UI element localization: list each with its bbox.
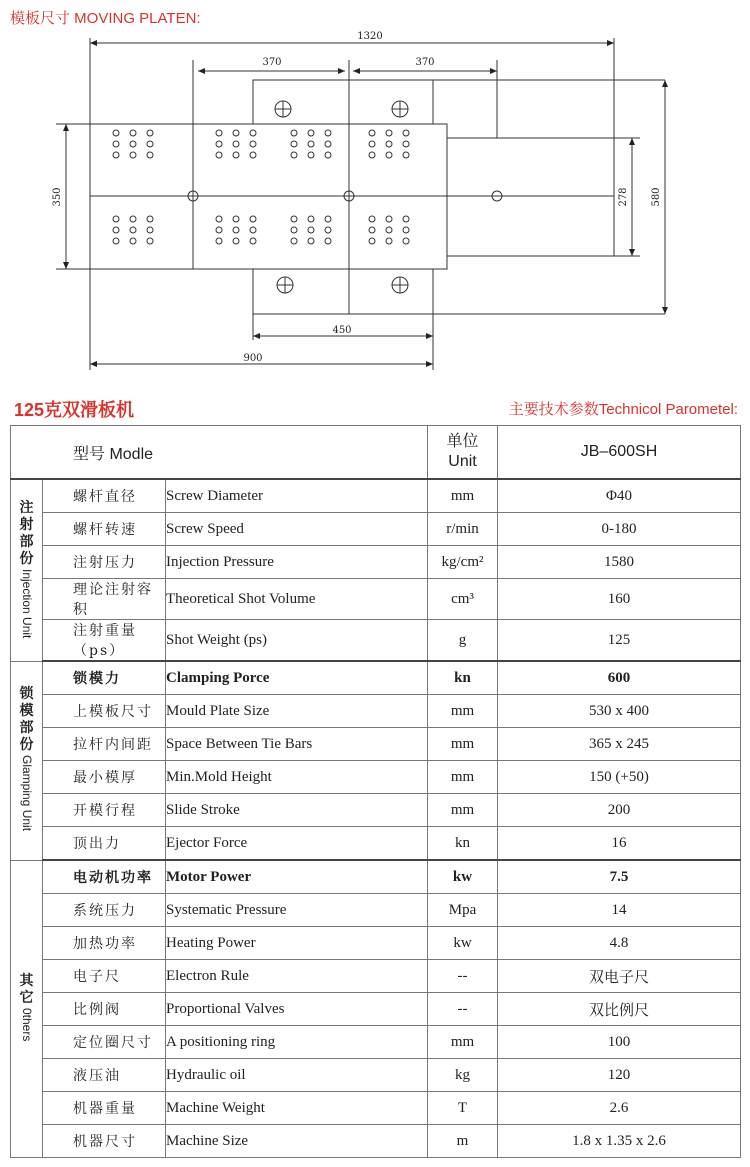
mounting-hole <box>403 141 409 147</box>
mounting-hole <box>130 216 136 222</box>
table-row <box>11 479 741 513</box>
mounting-hole <box>113 152 119 158</box>
mounting-hole <box>216 227 222 233</box>
dim-bottom-width: 900 <box>243 353 263 364</box>
table-row <box>11 728 741 761</box>
param-name-cn: 电子尺 <box>43 960 166 993</box>
dim-overall-width: 1320 <box>357 31 383 42</box>
param-unit: m <box>428 1125 498 1158</box>
mounting-hole <box>308 152 314 158</box>
param-name-cn: 螺杆直径 <box>43 479 166 513</box>
param-value: 100 <box>498 1026 741 1059</box>
mounting-hole <box>325 227 331 233</box>
mounting-hole <box>291 238 297 244</box>
mounting-hole <box>386 152 392 158</box>
mounting-hole <box>308 141 314 147</box>
group-label <box>11 860 43 1158</box>
param-value: 365 x 245 <box>498 728 741 761</box>
dim-upper-left: 370 <box>262 57 282 68</box>
table-row <box>11 1059 741 1092</box>
group-label-cn: 份 <box>19 736 34 753</box>
table-row <box>11 761 741 794</box>
param-name-en: Ejector Force <box>166 827 428 861</box>
mounting-hole <box>233 227 239 233</box>
mounting-hole <box>325 152 331 158</box>
param-name-en: Screw Speed <box>166 513 428 546</box>
mounting-hole <box>325 130 331 136</box>
mounting-hole <box>308 238 314 244</box>
mounting-hole <box>147 141 153 147</box>
param-value: 7.5 <box>498 860 741 894</box>
mounting-hole <box>250 216 256 222</box>
param-value: 150 (+50) <box>498 761 741 794</box>
param-unit: mm <box>428 761 498 794</box>
mounting-hole <box>369 130 375 136</box>
param-name-cn: 电动机功率 <box>43 860 166 894</box>
param-value: 双电子尺 <box>498 960 741 993</box>
mounting-hole <box>386 216 392 222</box>
param-name-en: Mould Plate Size <box>166 695 428 728</box>
param-unit: mm <box>428 728 498 761</box>
param-name-en: Slide Stroke <box>166 794 428 827</box>
param-value: 200 <box>498 794 741 827</box>
param-unit: mm <box>428 695 498 728</box>
mounting-hole <box>113 227 119 233</box>
param-unit: Mpa <box>428 894 498 927</box>
mounting-hole <box>147 238 153 244</box>
param-value: 160 <box>498 579 741 620</box>
param-name-en: Proportional Valves <box>166 993 428 1026</box>
mounting-hole <box>369 216 375 222</box>
mounting-hole <box>130 141 136 147</box>
mounting-hole <box>130 152 136 158</box>
mounting-hole <box>233 152 239 158</box>
mounting-hole <box>308 227 314 233</box>
table-row <box>11 827 741 861</box>
param-unit: -- <box>428 993 498 1026</box>
param-name-cn: 加热功率 <box>43 927 166 960</box>
param-name-en: Machine Size <box>166 1125 428 1158</box>
mounting-hole <box>147 152 153 158</box>
mounting-hole <box>233 130 239 136</box>
mounting-hole <box>250 238 256 244</box>
table-row <box>11 960 741 993</box>
group-label <box>11 661 43 860</box>
table-row <box>11 579 741 620</box>
mounting-hole <box>291 216 297 222</box>
mounting-hole <box>130 227 136 233</box>
mounting-hole <box>113 238 119 244</box>
param-name-cn: 注射重量（ps） <box>43 620 166 662</box>
mounting-hole <box>403 216 409 222</box>
mounting-hole <box>147 227 153 233</box>
machine-title: 125克双滑板机 <box>14 400 135 420</box>
param-unit: mm <box>428 1026 498 1059</box>
mounting-hole <box>291 152 297 158</box>
param-name-en: Hydraulic oil <box>166 1059 428 1092</box>
table-row <box>11 1092 741 1125</box>
mounting-hole <box>250 227 256 233</box>
param-name-cn: 顶出力 <box>43 827 166 861</box>
dim-lower-width: 450 <box>332 325 352 336</box>
param-value: 0-180 <box>498 513 741 546</box>
crosshair-bolt-icon <box>275 101 291 117</box>
param-name-en: Shot Weight (ps) <box>166 620 428 662</box>
table-row <box>11 993 741 1026</box>
moving-platen-drawing <box>0 28 750 373</box>
param-name-cn: 螺杆转速 <box>43 513 166 546</box>
param-name-cn: 液压油 <box>43 1059 166 1092</box>
dim-total-height: 580 <box>651 187 662 207</box>
group-label-cn: 其 <box>19 972 34 989</box>
param-value: 125 <box>498 620 741 662</box>
mounting-hole <box>369 152 375 158</box>
specification-table <box>10 425 741 1158</box>
group-label-cn: 锁 <box>19 685 34 702</box>
mounting-hole <box>130 238 136 244</box>
mounting-hole-pattern <box>113 130 409 244</box>
mounting-hole <box>386 130 392 136</box>
mounting-hole <box>325 238 331 244</box>
mounting-hole <box>113 141 119 147</box>
group-label-en: 0thers <box>20 1008 34 1042</box>
table-row <box>11 794 741 827</box>
mounting-hole <box>291 227 297 233</box>
param-value: 4.8 <box>498 927 741 960</box>
model-label: 型号 Modle <box>11 426 428 480</box>
param-value: 双比例尺 <box>498 993 741 1026</box>
table-row <box>11 1125 741 1158</box>
unit-header-cn: 单位 <box>446 433 479 450</box>
mounting-hole <box>325 216 331 222</box>
mounting-hole <box>250 141 256 147</box>
mounting-hole <box>308 130 314 136</box>
param-value: 120 <box>498 1059 741 1092</box>
param-unit: cm³ <box>428 579 498 620</box>
param-name-cn: 比例阀 <box>43 993 166 1026</box>
param-name-en: Injection Pressure <box>166 546 428 579</box>
mounting-hole <box>216 141 222 147</box>
param-unit: -- <box>428 960 498 993</box>
dim-extension-height: 278 <box>618 187 629 207</box>
mounting-hole <box>113 216 119 222</box>
param-name-en: Electron Rule <box>166 960 428 993</box>
param-name-cn: 拉杆内间距 <box>43 728 166 761</box>
group-label-cn: 它 <box>19 989 34 1006</box>
mounting-hole <box>233 141 239 147</box>
mounting-hole <box>369 227 375 233</box>
mounting-hole <box>369 141 375 147</box>
group-label <box>11 479 43 661</box>
mounting-hole <box>403 238 409 244</box>
group-label-en: Injection Unit <box>20 568 34 638</box>
table-row <box>11 927 741 960</box>
mounting-hole <box>130 130 136 136</box>
param-unit: kw <box>428 927 498 960</box>
param-value: Φ40 <box>498 479 741 513</box>
param-name-en: Min.Mold Height <box>166 761 428 794</box>
param-value: 16 <box>498 827 741 861</box>
param-unit: kw <box>428 860 498 894</box>
group-label-cn: 注 <box>19 498 34 515</box>
param-unit: g <box>428 620 498 662</box>
param-name-cn: 理论注射容积 <box>43 579 166 620</box>
group-label-cn: 模 <box>19 702 34 719</box>
param-value: 1.8 x 1.35 x 2.6 <box>498 1125 741 1158</box>
group-label-en: Glamping Unit <box>20 755 34 832</box>
param-name-en: Screw Diameter <box>166 479 428 513</box>
mounting-hole <box>233 238 239 244</box>
param-value: 530 x 400 <box>498 695 741 728</box>
param-unit: kg <box>428 1059 498 1092</box>
param-name-cn: 锁模力 <box>43 661 166 695</box>
crosshair-bolt-icon <box>392 277 408 293</box>
mounting-hole <box>291 130 297 136</box>
table-row <box>11 695 741 728</box>
table-row <box>11 860 741 894</box>
param-unit: T <box>428 1092 498 1125</box>
param-value: 600 <box>498 661 741 695</box>
mounting-hole <box>250 152 256 158</box>
table-row <box>11 894 741 927</box>
crosshair-bolt-icon <box>392 101 408 117</box>
mounting-hole <box>216 152 222 158</box>
param-unit: kn <box>428 661 498 695</box>
param-value: 2.6 <box>498 1092 741 1125</box>
param-name-en: Clamping Porce <box>166 661 428 695</box>
param-name-cn: 开模行程 <box>43 794 166 827</box>
param-unit: mm <box>428 479 498 513</box>
dim-upper-right: 370 <box>415 57 435 68</box>
group-label-cn: 射 <box>19 515 34 532</box>
table-row <box>11 546 741 579</box>
param-unit: mm <box>428 794 498 827</box>
mounting-hole <box>147 130 153 136</box>
mounting-hole <box>403 227 409 233</box>
table-row <box>11 513 741 546</box>
mounting-hole <box>369 238 375 244</box>
mounting-hole <box>308 216 314 222</box>
param-unit: kn <box>428 827 498 861</box>
right-extension-plate <box>447 138 614 256</box>
mounting-hole <box>250 130 256 136</box>
table-row <box>11 1026 741 1059</box>
table-row <box>11 620 741 662</box>
param-name-en: Theoretical Shot Volume <box>166 579 428 620</box>
unit-header-en: Unit <box>448 453 477 470</box>
crosshair-bolt-icon <box>277 277 293 293</box>
mounting-hole <box>386 141 392 147</box>
group-label-cn: 部 <box>19 532 34 549</box>
param-name-en: Space Between Tie Bars <box>166 728 428 761</box>
param-name-cn: 最小模厚 <box>43 761 166 794</box>
mounting-hole <box>147 216 153 222</box>
param-name-en: Machine Weight <box>166 1092 428 1125</box>
mounting-hole <box>403 130 409 136</box>
param-name-en: Motor Power <box>166 860 428 894</box>
mounting-hole <box>216 130 222 136</box>
table-header-row <box>11 426 741 480</box>
platen-section-title: 模板尺寸 MOVING PLATEN: <box>10 10 201 27</box>
param-name-cn: 机器尺寸 <box>43 1125 166 1158</box>
mounting-hole <box>386 238 392 244</box>
param-name-cn: 机器重量 <box>43 1092 166 1125</box>
model-value: JB–600SH <box>498 426 741 480</box>
mounting-hole <box>216 216 222 222</box>
mounting-hole <box>325 141 331 147</box>
param-name-en: Systematic Pressure <box>166 894 428 927</box>
mounting-hole <box>233 216 239 222</box>
param-value: 1580 <box>498 546 741 579</box>
table-row <box>11 661 741 695</box>
mounting-hole <box>216 238 222 244</box>
mounting-hole <box>386 227 392 233</box>
param-name-cn: 注射压力 <box>43 546 166 579</box>
mounting-hole <box>113 130 119 136</box>
param-unit: kg/cm² <box>428 546 498 579</box>
param-unit: r/min <box>428 513 498 546</box>
mounting-hole <box>291 141 297 147</box>
param-name-en: Heating Power <box>166 927 428 960</box>
param-value: 14 <box>498 894 741 927</box>
param-name-en: A positioning ring <box>166 1026 428 1059</box>
dim-left-height: 350 <box>52 187 63 207</box>
param-name-cn: 定位圈尺寸 <box>43 1026 166 1059</box>
parameters-title: 主要技术参数Technicol Parometel: <box>508 401 738 418</box>
mounting-hole <box>403 152 409 158</box>
param-name-cn: 系统压力 <box>43 894 166 927</box>
param-name-cn: 上模板尺寸 <box>43 695 166 728</box>
unit-header <box>428 426 498 480</box>
group-label-cn: 部 <box>19 719 34 736</box>
group-label-cn: 份 <box>19 549 34 566</box>
